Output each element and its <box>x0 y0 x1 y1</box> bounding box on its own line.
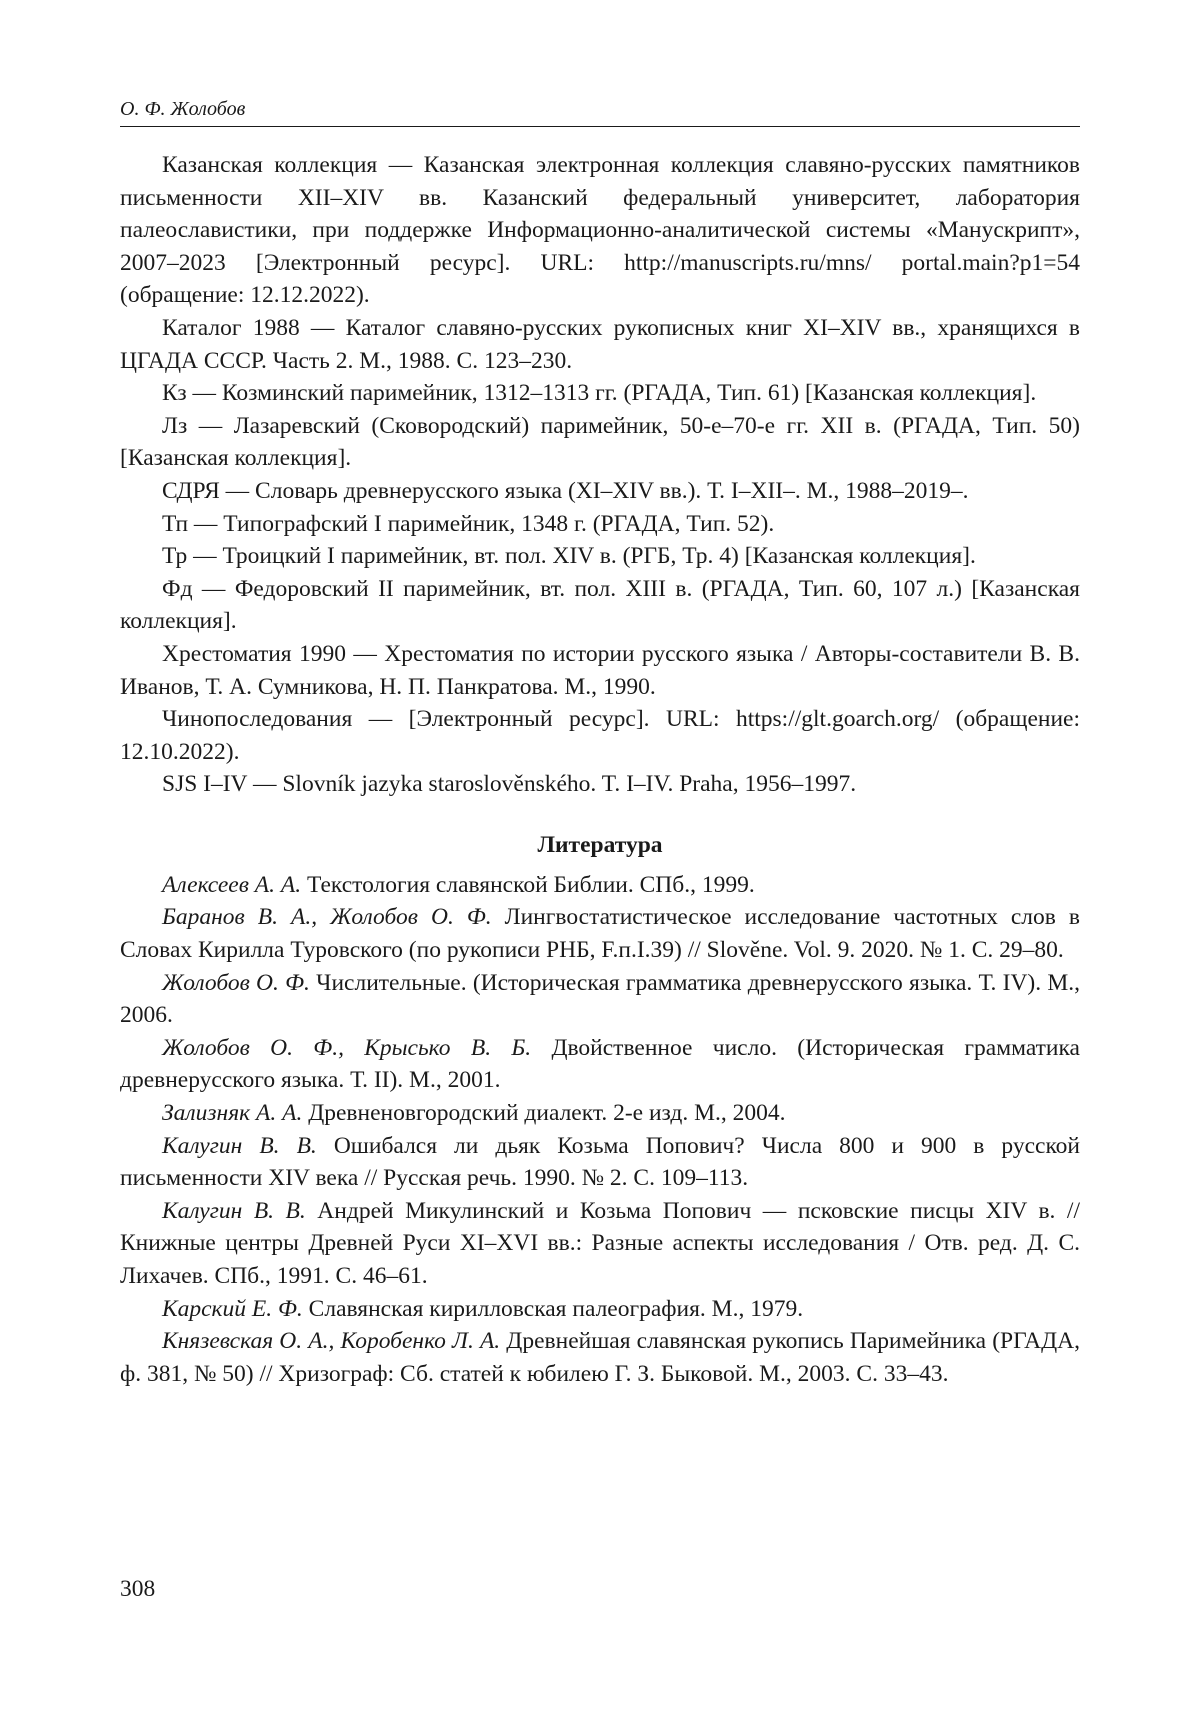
entry-author: Жолобов О. Ф., Крысько В. Б. <box>162 1034 532 1061</box>
literature-entry <box>120 1097 1080 1130</box>
literature-entry <box>120 901 1080 966</box>
entry-author: Зализняк А. А. <box>162 1100 303 1127</box>
source-entry: Тр — Троицкий I паримейник, вт. пол. XIV в. (РГБ, Тр. 4) [Казанская коллекция]. <box>162 543 976 570</box>
source-entry: Лз — Лазаревский (Сковородский) паримейник, 50-е–70-е гг. XII в. (РГАДА, Тип. 50) [Казанская коллекция]. <box>120 412 1080 472</box>
entry-text: Славянская кирилловская палеография. М., 1979. <box>302 1295 804 1322</box>
entry-text: Лингвостатистическое исследование частотных слов в Словах Кирилла Туровского (по рукописи РНБ, F.п.I.39) // Slověne. Vol. 9. 2020. № 1. С. 29–80. <box>120 904 1080 964</box>
source-entry: Чинопоследования — [Электронный ресурс]. URL: https://glt.goarch.org/ (обращение: 12.10.2022). <box>120 706 1080 765</box>
page-number: 308 <box>120 1576 156 1602</box>
entry-text: Древненовгородский диалект. 2-е изд. М., 2004. <box>302 1100 786 1127</box>
literature-entry <box>120 1325 1080 1390</box>
literature-entry <box>120 869 1080 902</box>
source-entry: Тп — Типографский I паримейник, 1348 г. (РГАДА, Тип. 52). <box>162 510 775 537</box>
source-entry: Хрестоматия 1990 — Хрестоматия по истории русского языка / Авторы-составители В. В. Иванов, Т. А. Сумникова, Н. П. Панкратова. М., 1990. <box>120 640 1080 700</box>
entry-author: Карский Е. Ф. <box>162 1295 303 1322</box>
source-entry: Кз — Козминский паримейник, 1312–1313 гг. (РГАДА, Тип. 61) [Казанская коллекция]. <box>162 380 1037 407</box>
entry-author: Князевская О. А., Коробенко Л. А. <box>162 1328 501 1355</box>
literature-list <box>120 869 1080 1391</box>
literature-entry <box>120 967 1080 1032</box>
running-head: О. Ф. Жолобов <box>120 96 1080 127</box>
entry-text: Ошибался ли дьяк Козьма Попович? Числа 800 и 900 в русской письменности XIV века // Русская речь. 1990. № 2. С. 109–113. <box>120 1132 1081 1192</box>
source-entry: Казанская коллекция — Казанская электронная коллекция славяно-русских памятников письменности XII–XIV вв. Казанский федеральный университет, лаборатория палеославистики, при поддержке Информационно-аналитической системы «Манускрипт», 2007–2023 [Электронный ресурс]. URL: http://manuscripts.ru/mns/ portal.main?p1=54 (обращение: 12.12.2022). <box>120 152 1080 309</box>
source-entry: СДРЯ — Словарь древнерусского языка (XI–XIV вв.). Т. I–XII–. М., 1988–2019–. <box>162 477 969 504</box>
entry-author: Жолобов О. Ф. <box>162 969 310 996</box>
section-title: Литература <box>537 831 663 858</box>
entry-author: Калугин В. В. <box>162 1197 306 1224</box>
source-entry: SJS I–IV — Slovník jazyka staroslověnského. T. I–IV. Praha, 1956–1997. <box>162 771 857 798</box>
literature-entry <box>120 1032 1080 1097</box>
entry-author: Алексеев А. А. <box>162 871 302 898</box>
entry-text: Андрей Микулинский и Козьма Попович — псковские писцы XIV в. // Книжные центры Древней Руси XI–XVI вв.: Разные аспекты исследования / Отв. ред. Д. С. Лихачев. СПб., 1991. С. 46–61. <box>120 1197 1080 1289</box>
sources-list <box>120 149 1080 801</box>
source-entry: Каталог 1988 — Каталог славяно-русских рукописных книг XI–XIV вв., хранящихся в ЦГАДА СССР. Часть 2. М., 1988. С. 123–230. <box>120 314 1080 374</box>
entry-text: Текстология славянской Библии. СПб., 1999. <box>301 871 755 898</box>
literature-entry <box>120 1195 1080 1293</box>
entry-author: Баранов В. А., Жолобов О. Ф. <box>162 904 492 931</box>
page-body <box>120 96 1080 1390</box>
literature-entry <box>120 1293 1080 1326</box>
entry-author: Калугин В. В. <box>162 1132 317 1159</box>
entry-text: Числительные. (Историческая грамматика древнерусского языка. Т. IV). М., 2006. <box>120 969 1081 1029</box>
literature-entry <box>120 1130 1080 1195</box>
source-entry: Фд — Федоровский II паримейник, вт. пол. XIII в. (РГАДА, Тип. 60, 107 л.) [Казанская коллекция]. <box>120 575 1080 635</box>
entry-text: Древнейшая славянская рукопись Паримейника (РГАДА, ф. 381, № 50) // Хризограф: Сб. статей к юбилею Г. З. Быковой. М., 2003. С. 33–43. <box>120 1328 1080 1387</box>
entry-text: Двойственное число. (Историческая грамматика древнерусского языка. Т. II). М., 2001. <box>120 1034 1080 1094</box>
